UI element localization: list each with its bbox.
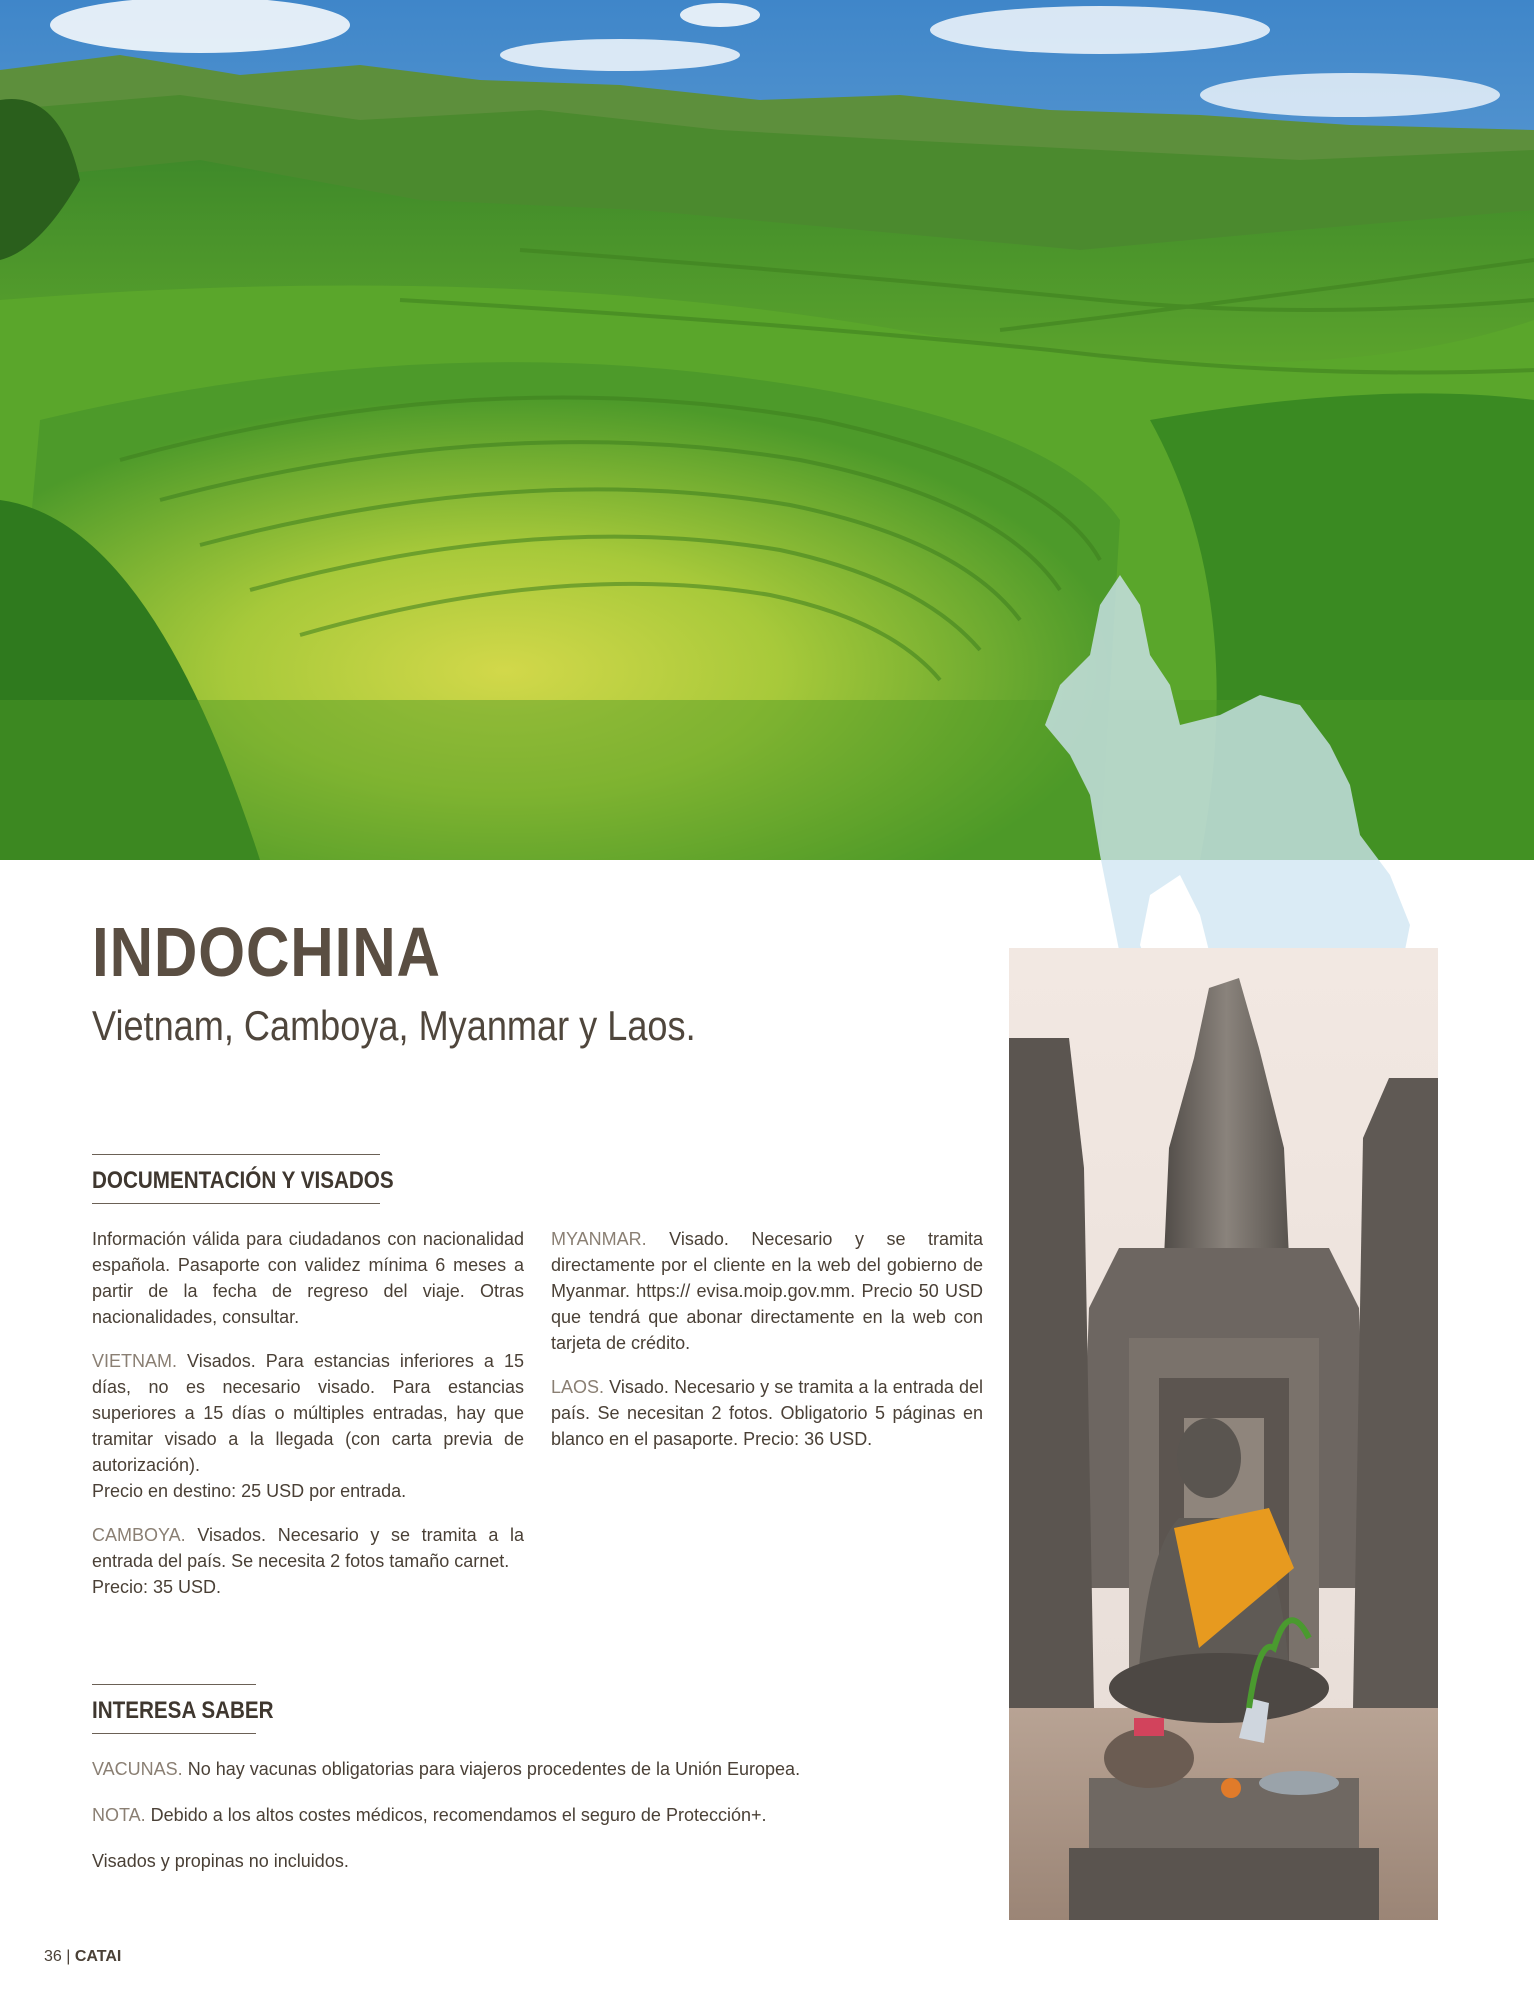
page-title: INDOCHINA (92, 913, 441, 991)
myanmar-lead: MYANMAR. (551, 1229, 647, 1249)
section-heading-documentation (92, 1154, 394, 1204)
brand-name: CATAI (74, 1948, 122, 1965)
page-subtitle: Vietnam, Camboya, Myanmar y Laos. (92, 1002, 696, 1049)
documentation-column-right (551, 1226, 983, 1470)
camboya-lead: CAMBOYA. (92, 1525, 186, 1545)
page-footer (44, 1948, 121, 1966)
vacunas-text: No hay vacunas obligatorias para viajeros procedentes de la Unión Europea. (182, 1759, 801, 1779)
laos-lead: LAOS. (551, 1377, 605, 1397)
vietnam-lead: VIETNAM. (92, 1351, 178, 1371)
vietnam-text: Visados. Para estancias inferiores a 15 días, no es necesario visado. Para estancias superiores a 15 días o múltiples entradas, hay que tramitar visado a la llegada (con carta previa de autorización). (92, 1351, 524, 1475)
laos-paragraph (551, 1374, 983, 1452)
section-heading-documentation-label: DOCUMENTACIÓN Y VISADOS (92, 1167, 394, 1194)
visados-propinas-note: Visados y propinas no incluidos. (92, 1851, 349, 1871)
camboya-price: Precio: 35 USD. (92, 1577, 222, 1597)
temple-buddha-photo (1009, 948, 1438, 1920)
hero-landscape-photo (0, 0, 1534, 860)
camboya-paragraph (92, 1522, 524, 1600)
section-heading-interesa-saber (92, 1684, 274, 1734)
interesa-saber-body (92, 1756, 992, 1894)
myanmar-paragraph (551, 1226, 983, 1356)
vietnam-price: Precio en destino: 25 USD por entrada. (92, 1481, 407, 1501)
nota-text: Debido a los altos costes médicos, recomendamos el seguro de Protección+. (145, 1805, 767, 1825)
documentation-intro: Información válida para ciudadanos con nacionalidad española. Pasaporte con validez mínima 6 meses a partir de la fecha de regreso del viaje. Otras nacionalidades, consultar. (92, 1229, 524, 1327)
vietnam-paragraph (92, 1348, 524, 1504)
myanmar-text: Visado. Necesario y se tramita directamente por el cliente en la web del gobierno de Myanmar. https:// evisa.moip.gov.mm. Precio 50 USD que tendrá que abonar directamente en la web con tarjeta de crédito. (551, 1229, 983, 1353)
vacunas-lead: VACUNAS. (92, 1759, 183, 1779)
nota-paragraph (92, 1802, 992, 1828)
camboya-text: Visados. Necesario y se tramita a la entrada del país. Se necesita 2 fotos tamaño carnet. (92, 1525, 524, 1571)
nota-lead: NOTA. (92, 1805, 146, 1825)
page-number: 36 | (44, 1948, 71, 1965)
vacunas-paragraph (92, 1756, 992, 1782)
section-heading-interesa-saber-label: INTERESA SABER (92, 1697, 274, 1724)
documentation-column-left (92, 1226, 524, 1618)
laos-text: Visado. Necesario y se tramita a la entrada del país. Se necesitan 2 fotos. Obligatorio 5 páginas en blanco en el pasaporte. Precio: 36 USD. (551, 1377, 983, 1449)
